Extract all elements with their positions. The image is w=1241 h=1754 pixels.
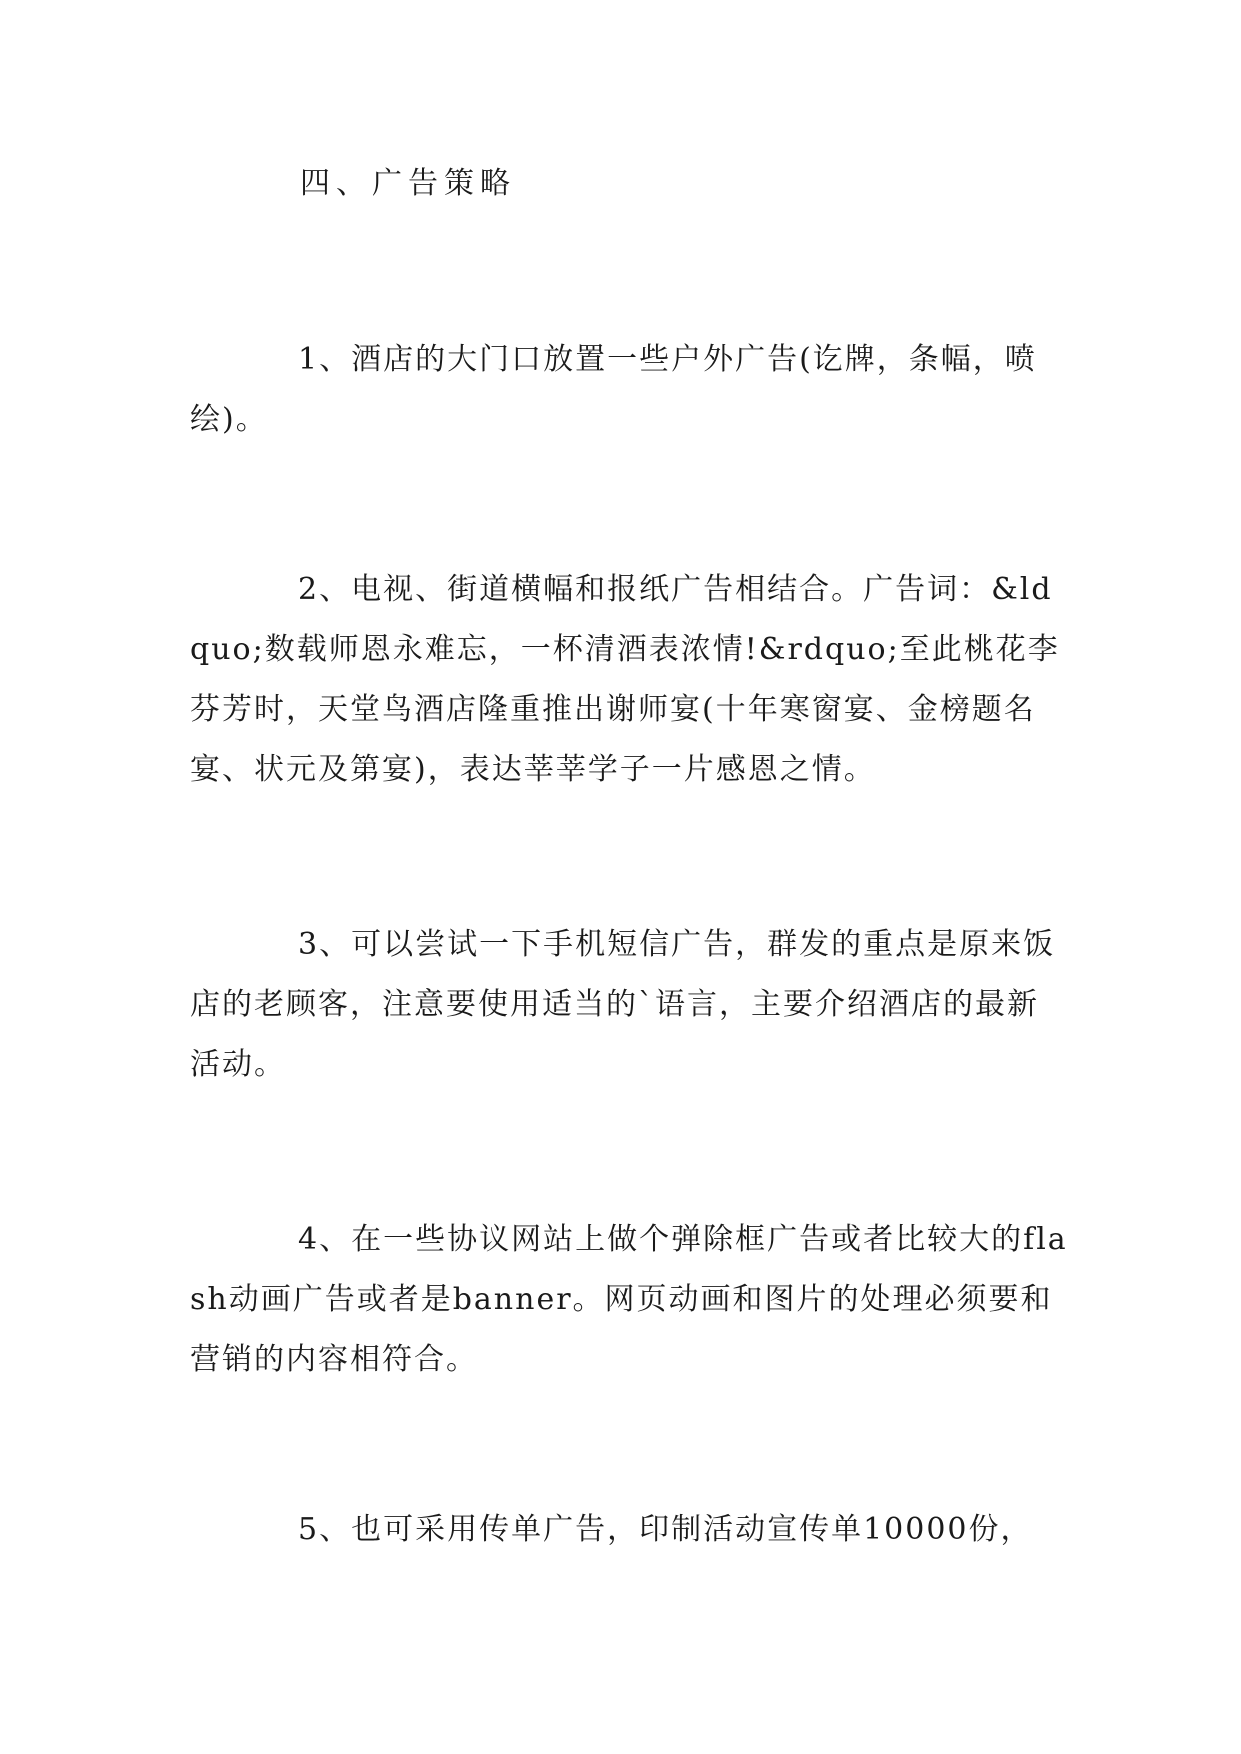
section-heading: 四、广告策略 <box>300 166 516 201</box>
paragraph-3: 3、可以尝试一下手机短信广告，群发的重点是原来饭店的老顾客，注意要使用适当的`语言，主要介绍酒店的最新活动。 <box>190 927 1056 1082</box>
paragraph-1: 1、酒店的大门口放置一些户外广告(讫牌，条幅，喷绘)。 <box>190 342 1037 437</box>
paragraph-2: 2、电视、街道横幅和报纸广告相结合。广告词：&ldquo;数载师恩永难忘，一杯清酒表浓情!&rdquo;至此桃花李芬芳时，天堂鸟酒店隆重推出谢师宴(十年寒窗宴、金榜题名宴、状元及第宴)，表达莘莘学子一片感恩之情。 <box>190 572 1060 787</box>
paragraph-5: 5、也可采用传单广告，印制活动宣传单10000份， <box>298 1512 1033 1547</box>
paragraph-4: 4、在一些协议网站上做个弹除框广告或者比较大的flash动画广告或者是banner。网页动画和图片的处理必须要和营销的内容相符合。 <box>190 1222 1068 1377</box>
